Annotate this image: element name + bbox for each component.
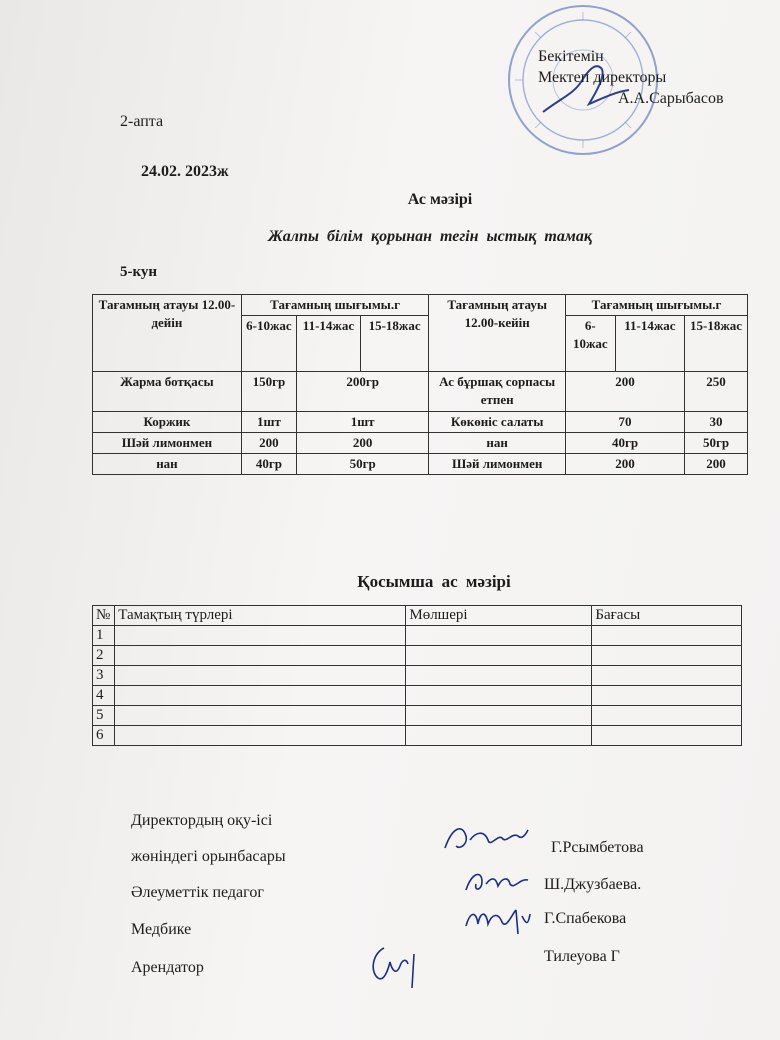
handwritten-signature-icon xyxy=(440,818,530,860)
output-value: 200гр xyxy=(296,372,428,412)
output-value: 200 xyxy=(685,454,748,475)
extra-menu-title: Қосымша ас мәзірі xyxy=(357,572,511,591)
table-row xyxy=(93,706,742,726)
table-row xyxy=(93,686,742,706)
menu-header-row xyxy=(93,295,748,316)
approval-director-name: А.А.Сарыбасов xyxy=(618,90,724,107)
empty-cell xyxy=(592,726,742,746)
output-value: 40гр xyxy=(566,433,685,454)
date-label: 24.02. 2023ж xyxy=(141,163,229,180)
age-header: 11-14жас xyxy=(615,316,684,372)
dish-after: Ас бұршақ сорпасы етпен xyxy=(429,372,566,412)
nurse-title: Медбике xyxy=(131,921,192,938)
deputy-title-line-1: Директордың оқу-ісі xyxy=(131,812,273,829)
nurse-name: Г.Спабекова xyxy=(544,910,627,927)
table-row xyxy=(93,372,748,412)
table-row xyxy=(93,412,748,433)
empty-cell xyxy=(406,626,592,646)
tenant-name: Тилеуова Г xyxy=(544,948,620,965)
extra-header-row xyxy=(93,606,742,626)
row-number: 6 xyxy=(93,726,115,746)
header-name-after: Тағамның атауы 12.00-кейін xyxy=(429,295,566,372)
page-subtitle: Жалпы білім қорынан тегін ыстық тамақ xyxy=(268,228,592,245)
header-output-2: Тағамның шығымы.г xyxy=(566,295,748,316)
empty-cell xyxy=(592,646,742,666)
dish-before: Шәй лимонмен xyxy=(93,433,242,454)
output-value: 70 xyxy=(566,412,685,433)
table-row xyxy=(93,646,742,666)
output-value: 200 xyxy=(241,433,296,454)
age-header: 6-10жас xyxy=(241,316,296,372)
dish-before: Жарма ботқасы xyxy=(93,372,242,412)
table-row xyxy=(93,454,748,475)
empty-cell xyxy=(406,666,592,686)
output-value: 40гр xyxy=(241,454,296,475)
empty-cell xyxy=(592,626,742,646)
row-number: 5 xyxy=(93,706,115,726)
week-label: 2-апта xyxy=(120,113,164,130)
social-pedagogue-title: Әлеуметтік педагог xyxy=(131,884,264,901)
output-value: 250 xyxy=(685,372,748,412)
deputy-title-line-2: жөніндегі орынбасары xyxy=(131,848,286,865)
page-title: Ас мәзірі xyxy=(407,191,473,208)
age-header: 11-14жас xyxy=(296,316,360,372)
empty-cell xyxy=(115,626,406,646)
empty-cell xyxy=(115,666,406,686)
handwritten-signature-icon xyxy=(366,940,430,996)
empty-cell xyxy=(406,706,592,726)
empty-cell xyxy=(115,686,406,706)
header-name-before: Тағамның атауы 12.00-дейін xyxy=(93,295,242,372)
header-number: № xyxy=(93,606,115,626)
header-price: Бағасы xyxy=(592,606,742,626)
empty-cell xyxy=(592,686,742,706)
header-food-type: Тамақтың түрлері xyxy=(115,606,406,626)
approval-block xyxy=(538,46,724,109)
output-value: 150гр xyxy=(241,372,296,412)
empty-cell xyxy=(406,726,592,746)
table-row xyxy=(93,626,742,646)
menu-table xyxy=(92,294,748,475)
dish-before: нан xyxy=(93,454,242,475)
empty-cell xyxy=(406,646,592,666)
tenant-title: Арендатор xyxy=(131,959,204,976)
dish-before: Коржик xyxy=(93,412,242,433)
output-value: 200 xyxy=(566,372,685,412)
output-value: 50гр xyxy=(685,433,748,454)
empty-cell xyxy=(592,706,742,726)
extra-menu-table xyxy=(92,605,742,746)
row-number: 1 xyxy=(93,626,115,646)
output-value: 30 xyxy=(685,412,748,433)
output-value: 200 xyxy=(296,433,428,454)
header-amount: Мөлшері xyxy=(406,606,592,626)
table-row xyxy=(93,726,742,746)
empty-cell xyxy=(592,666,742,686)
empty-cell xyxy=(115,706,406,726)
header-output: Тағамның шығымы.г xyxy=(241,295,428,316)
handwritten-signature-icon xyxy=(462,902,532,940)
age-header: 15-18жас xyxy=(685,316,748,372)
row-number: 4 xyxy=(93,686,115,706)
deputy-name: Г.Рсымбетова xyxy=(551,839,644,856)
output-value: 50гр xyxy=(296,454,428,475)
table-row xyxy=(93,433,748,454)
day-label: 5-кун xyxy=(120,264,158,280)
output-value: 1шт xyxy=(296,412,428,433)
dish-after: Шәй лимонмен xyxy=(429,454,566,475)
approval-line-1: Бекітемін xyxy=(538,48,604,65)
empty-cell xyxy=(406,686,592,706)
age-header: 6-10жас xyxy=(566,316,616,372)
table-row xyxy=(93,666,742,686)
social-pedagogue-name: Ш.Джузбаева. xyxy=(544,876,642,893)
handwritten-signature-icon xyxy=(462,864,532,900)
age-header: 15-18жас xyxy=(360,316,428,372)
approval-line-2: Мектеп директоры xyxy=(538,69,667,86)
row-number: 2 xyxy=(93,646,115,666)
dish-after: Көкөніс салаты xyxy=(429,412,566,433)
output-value: 200 xyxy=(566,454,685,475)
dish-after: нан xyxy=(429,433,566,454)
empty-cell xyxy=(115,726,406,746)
empty-cell xyxy=(115,646,406,666)
output-value: 1шт xyxy=(241,412,296,433)
row-number: 3 xyxy=(93,666,115,686)
